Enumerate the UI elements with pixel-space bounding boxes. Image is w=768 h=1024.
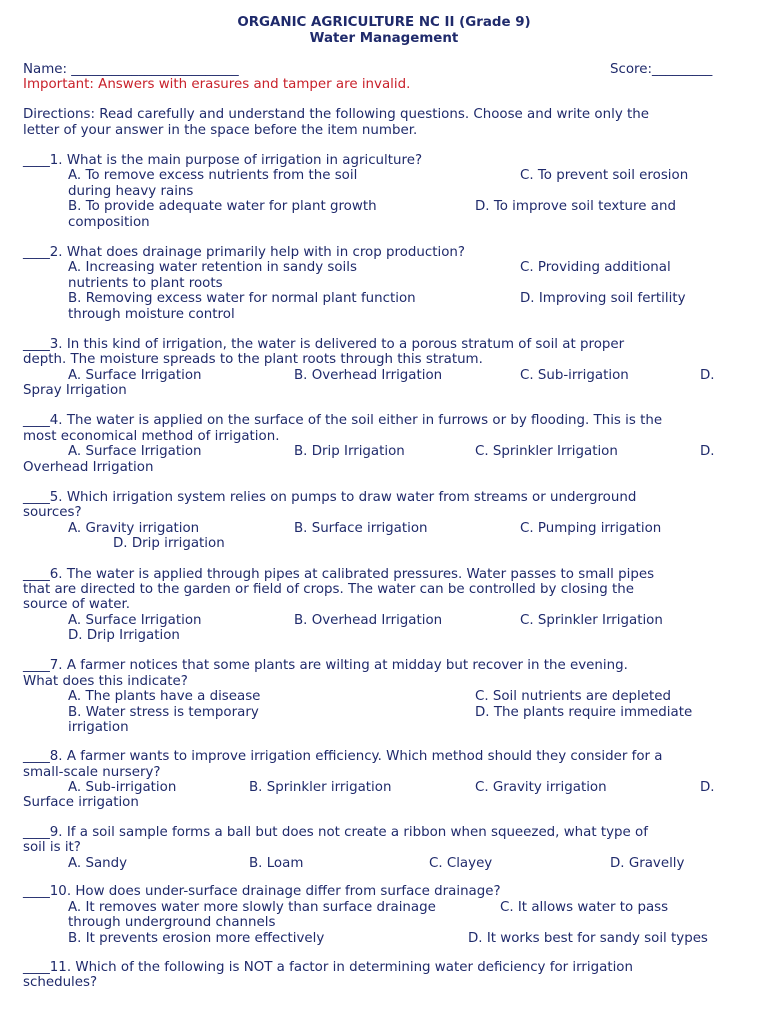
question-stem: ____5. Which irrigation system relies on pumps to draw water from streams or underground <box>23 490 637 505</box>
question-stem: ____10. How does under-surface drainage differ from surface drainage? <box>23 884 501 899</box>
question-stem: ____9. If a soil sample forms a ball but does not create a ribbon when squeezed, what type of <box>23 825 648 840</box>
option-continuation: composition <box>68 215 150 230</box>
option-b: B. Water stress is temporary <box>68 705 259 720</box>
option-c: C. Clayey <box>429 856 493 871</box>
option-c: C. Soil nutrients are depleted <box>475 689 672 704</box>
question-stem: most economical method of irrigation. <box>23 429 280 444</box>
option-d: D. Improving soil fertility <box>520 291 686 306</box>
option-b: B. Surface irrigation <box>294 521 428 536</box>
option-c: C. Pumping irrigation <box>520 521 662 536</box>
option-c: C. Sub-irrigation <box>520 368 629 383</box>
option-d: D. <box>700 368 715 383</box>
option-a: A. Sub-irrigation <box>68 780 177 795</box>
question-stem: sources? <box>23 505 82 520</box>
page-subtitle: Water Management <box>309 31 459 46</box>
option-b: B. Overhead Irrigation <box>294 368 443 383</box>
question-stem: that are directed to the garden or field of crops. The water can be controlled by closing the <box>23 582 634 597</box>
option-b: B. To provide adequate water for plant growth <box>68 199 377 214</box>
option-c: C. Gravity irrigation <box>475 780 607 795</box>
question-stem: ____4. The water is applied on the surface of the soil either in furrows or by flooding. This is the <box>23 413 663 428</box>
question-stem: soil is it? <box>23 840 81 855</box>
question-stem: source of water. <box>23 597 131 612</box>
option-a: A. Surface Irrigation <box>68 444 202 459</box>
option-c: C. It allows water to pass <box>500 900 669 915</box>
option-b: B. Removing excess water for normal plant function <box>68 291 416 306</box>
option-b: B. Overhead Irrigation <box>294 613 443 628</box>
name-line: Name: _________________________ <box>23 62 239 77</box>
option-a: A. Surface Irrigation <box>68 368 202 383</box>
question-stem: ____2. What does drainage primarily help with in crop production? <box>23 245 466 260</box>
option-continuation: Surface irrigation <box>23 795 139 810</box>
option-c: C. Providing additional <box>520 260 671 275</box>
score-line: Score:_________ <box>610 62 713 77</box>
question-stem: What does this indicate? <box>23 674 188 689</box>
option-c: C. To prevent soil erosion <box>520 168 689 183</box>
option-b: B. It prevents erosion more effectively <box>68 931 325 946</box>
option-continuation: nutrients to plant roots <box>68 276 223 291</box>
option-a: A. Gravity irrigation <box>68 521 200 536</box>
option-b: B. Drip Irrigation <box>294 444 405 459</box>
option-d: D. Gravelly <box>610 856 685 871</box>
option-continuation: Overhead Irrigation <box>23 460 154 475</box>
option-continuation: during heavy rains <box>68 184 194 199</box>
question-stem: ____6. The water is applied through pipes at calibrated pressures. Water passes to small pipes <box>23 567 655 582</box>
option-continuation: through underground channels <box>68 915 276 930</box>
question-stem: ____3. In this kind of irrigation, the water is delivered to a porous stratum of soil at proper <box>23 337 625 352</box>
option-b: B. Loam <box>249 856 304 871</box>
option-d: D. Drip irrigation <box>113 536 225 551</box>
question-stem: depth. The moisture spreads to the plant roots through this stratum. <box>23 352 483 367</box>
question-stem: ____1. What is the main purpose of irrigation in agriculture? <box>23 153 423 168</box>
directions-line: letter of your answer in the space before the item number. <box>23 123 418 138</box>
question-stem: ____11. Which of the following is NOT a factor in determining water deficiency for irrigation <box>23 960 633 975</box>
question-stem: schedules? <box>23 975 98 990</box>
option-a: A. It removes water more slowly than surface drainage <box>68 900 436 915</box>
option-continuation: through moisture control <box>68 307 235 322</box>
option-d: D. <box>700 780 715 795</box>
option-a: A. Surface Irrigation <box>68 613 202 628</box>
option-continuation: Spray Irrigation <box>23 383 127 398</box>
option-a: A. Increasing water retention in sandy soils <box>68 260 357 275</box>
question-stem: small-scale nursery? <box>23 765 161 780</box>
option-d: D. To improve soil texture and <box>475 199 676 214</box>
page-title: ORGANIC AGRICULTURE NC II (Grade 9) <box>237 15 531 30</box>
directions-line: Directions: Read carefully and understand the following questions. Choose and write only the <box>23 107 649 122</box>
option-c: C. Sprinkler Irrigation <box>520 613 663 628</box>
option-d: D. The plants require immediate <box>475 705 693 720</box>
option-a: A. Sandy <box>68 856 128 871</box>
option-d: D. Drip Irrigation <box>68 628 180 643</box>
question-stem: ____7. A farmer notices that some plants are wilting at midday but recover in the evening. <box>23 658 628 673</box>
option-a: A. To remove excess nutrients from the soil <box>68 168 358 183</box>
option-d: D. It works best for sandy soil types <box>468 931 708 946</box>
option-a: A. The plants have a disease <box>68 689 261 704</box>
option-d: D. <box>700 444 715 459</box>
option-c: C. Sprinkler Irrigation <box>475 444 618 459</box>
question-stem: ____8. A farmer wants to improve irrigation efficiency. Which method should they consider for a <box>23 749 663 764</box>
important-note: Important: Answers with erasures and tamper are invalid. <box>23 77 411 92</box>
option-continuation: irrigation <box>68 720 129 735</box>
option-b: B. Sprinkler irrigation <box>249 780 392 795</box>
